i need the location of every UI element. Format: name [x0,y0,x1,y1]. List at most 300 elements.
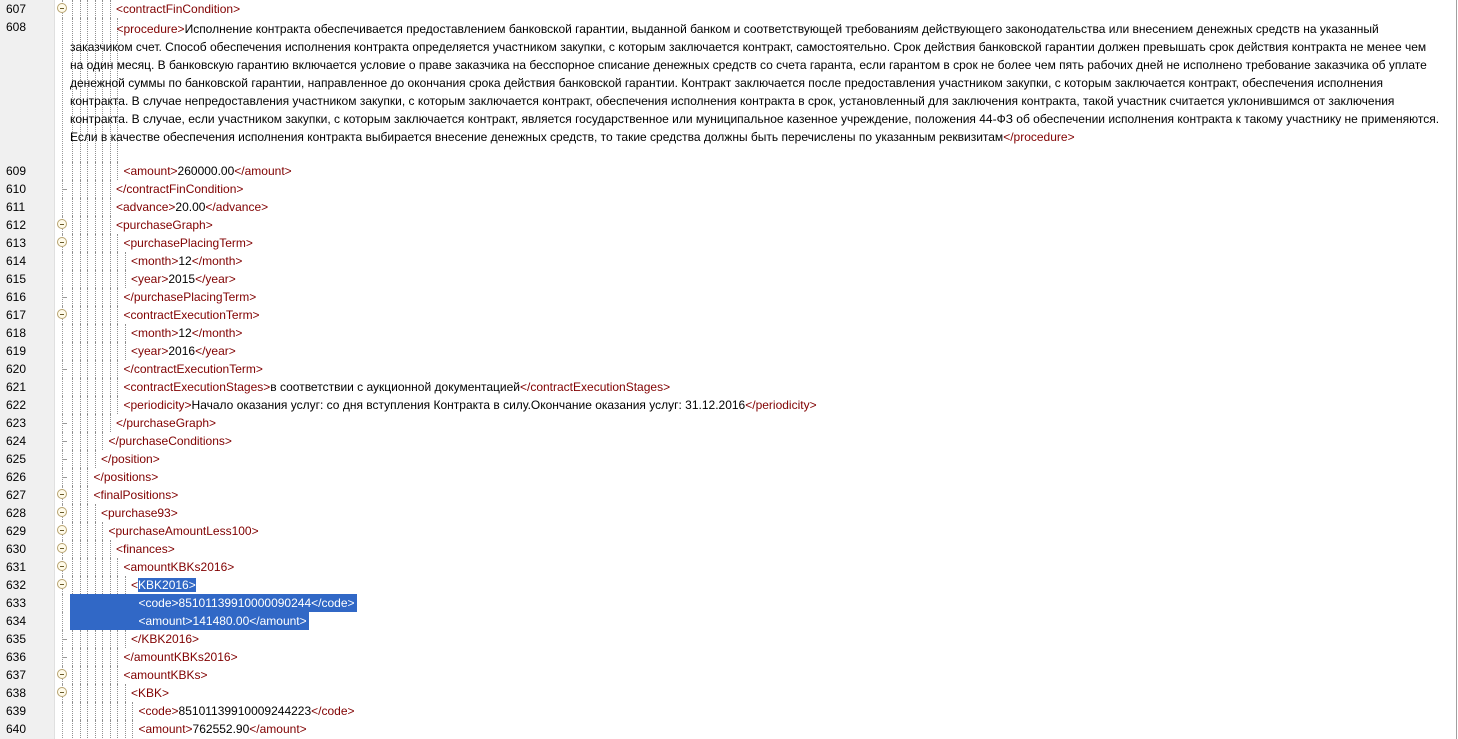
xml-tag: <KBK> [131,686,170,700]
indent-guide [125,702,126,720]
indent-guide [72,288,73,306]
fold-guide-line [62,252,63,270]
xml-text: в соответствии с аукционной документацией [270,380,520,394]
indent-guide [80,306,81,324]
xml-tag: <month> [131,326,179,340]
fold-guide [55,414,69,432]
indent-guide [95,270,96,288]
indent-guide [87,666,88,684]
indent-guide [95,630,96,648]
indent-guide [95,720,96,738]
xml-tag: </contractExecutionTerm> [123,362,263,376]
indent-guide [80,648,81,666]
line-number: 613 [6,236,27,250]
xml-tag: </purchasePlacingTerm> [123,290,257,304]
xml-tag: <periodicity> [123,398,192,412]
indent-guide [87,504,88,522]
indent-guide [80,558,81,576]
indent-guide [87,414,88,432]
code-line[interactable] [0,576,1456,594]
fold-end-tick [62,459,67,460]
indent-guide [80,342,81,360]
code-text [124,362,263,376]
indent-guide [110,180,111,198]
indent-guide [72,162,73,180]
code-line[interactable] [0,378,1456,396]
xml-tag: </amount> [249,722,307,736]
code-line[interactable] [0,612,1456,630]
minus-circle-icon[interactable] [57,687,67,697]
indent-guide [80,270,81,288]
indent-guide [125,630,126,648]
indent-guide [87,468,88,486]
code-line[interactable] [0,18,1456,162]
code-line[interactable] [0,0,1456,18]
code-line[interactable] [0,630,1456,648]
minus-circle-icon[interactable] [57,561,67,571]
line-number: 630 [6,542,27,556]
indent-guide [80,522,81,540]
fold-guide-line [62,378,63,396]
line-number: 623 [6,416,27,430]
indent-guide [117,306,118,324]
indent-guide [87,684,88,702]
indent-guide [117,558,118,576]
code-line[interactable] [0,450,1456,468]
fold-guide-line [62,198,63,216]
xml-tag: </position> [101,452,160,466]
fold-guide [55,396,69,414]
minus-circle-icon[interactable] [57,543,67,553]
code-text [109,434,232,448]
code-line[interactable] [0,486,1456,504]
code-text [116,200,268,214]
indent-guide [102,666,103,684]
fold-guide-line [62,270,63,288]
indent-guide [102,576,103,594]
indent-guide [110,414,111,432]
indent-guide [87,288,88,306]
indent-guide [95,324,96,342]
indent-guide [102,306,103,324]
fold-guide [55,702,69,720]
fold-end-tick [62,423,67,424]
indent-guide [72,576,73,594]
fold-guide-line [62,594,63,612]
indent-guide [72,216,73,234]
collapse-icon[interactable] [55,540,69,558]
xml-text: 2015 [168,272,196,286]
indent-guide [72,720,73,738]
line-number: 622 [6,398,27,412]
code-text [139,596,355,610]
fold-guide-line [62,324,63,342]
code-line[interactable] [0,648,1456,666]
indent-guide [72,324,73,342]
code-line[interactable] [0,198,1456,216]
indent-guide [80,216,81,234]
xml-tag: </month> [191,326,243,340]
indent-guide [87,432,88,450]
code-line[interactable] [0,720,1456,738]
xml-tag: <amount> [138,722,193,736]
indent-guide [117,396,118,414]
xml-tag: <purchaseGraph> [116,218,213,232]
code-line[interactable] [0,288,1456,306]
xml-tag: </advance> [205,200,269,214]
fold-guide [55,180,69,198]
indent-guide [102,180,103,198]
fold-guide [55,324,69,342]
indent-guide [125,342,126,360]
xml-tag: </code> [311,704,355,718]
line-number: 632 [6,578,27,592]
fold-guide [55,648,69,666]
xml-tag: <amountKBKs2016> [123,560,235,574]
code-text [139,722,307,736]
selected-text: <code>8510113991000009024​4</code> [138,596,355,610]
line-number: 610 [6,182,27,196]
xml-tag: < [131,578,139,592]
indent-guide [110,252,111,270]
indent-guide [80,414,81,432]
indent-guide [87,576,88,594]
indent-guide [102,378,103,396]
indent-guide [102,702,103,720]
code-text [124,290,257,304]
indent-guide [72,234,73,252]
xml-tag: <purchaseAmountLess100> [108,524,259,538]
fold-guide-line [62,612,63,630]
indent-guide [125,684,126,702]
indent-guide [80,630,81,648]
code-text [124,308,260,322]
line-number: 609 [6,164,27,178]
collapse-icon[interactable] [55,576,69,594]
code-text [124,164,292,178]
minus-circle-icon[interactable] [57,219,67,229]
code-line[interactable] [0,342,1456,360]
line-number: 627 [6,488,27,502]
line-number: 637 [6,668,27,682]
fold-guide [55,378,69,396]
fold-guide [55,612,69,630]
collapse-icon[interactable] [55,666,69,684]
code-text [131,254,242,268]
xml-tag: </periodicity> [745,398,817,412]
line-number: 640 [6,722,27,736]
indent-guide [95,666,96,684]
indent-guide [95,198,96,216]
code-line[interactable] [0,684,1456,702]
code-line[interactable] [0,396,1456,414]
line-number: 633 [6,596,27,610]
indent-guide [80,450,81,468]
indent-guide [80,0,81,18]
indent-guide [87,324,88,342]
indent-guide [72,648,73,666]
minus-circle-icon[interactable] [57,3,67,13]
indent-guide [117,360,118,378]
indent-guide [80,396,81,414]
indent-guide [72,270,73,288]
fold-guide [55,162,69,180]
indent-guide [102,720,103,738]
collapse-icon[interactable] [55,306,69,324]
line-number: 625 [6,452,27,466]
fold-end-tick [62,441,67,442]
indent-guide [117,666,118,684]
indent-guide [72,342,73,360]
fold-guide-line [62,702,63,720]
indent-guide [72,702,73,720]
fold-guide [55,720,69,738]
indent-guide [110,360,111,378]
indent-guide [95,702,96,720]
code-line[interactable] [0,216,1456,234]
indent-guide [95,396,96,414]
fold-end-tick [62,657,67,658]
line-number: 619 [6,344,27,358]
indent-guide [72,522,73,540]
fold-end-tick [62,477,67,478]
selected-text: KBK2016> [138,578,196,592]
xml-tag: </KBK2016> [131,632,200,646]
indent-guide [95,576,96,594]
xml-tag: </amount> [234,164,292,178]
indent-guide [87,558,88,576]
indent-guide [80,180,81,198]
indent-guide [117,702,118,720]
indent-guide [87,342,88,360]
indent-guide [72,0,73,18]
indent-guide [117,234,118,252]
indent-guide [102,360,103,378]
collapse-icon[interactable] [55,684,69,702]
code-line[interactable] [0,414,1456,432]
line-number: 617 [6,308,27,322]
indent-guide [87,360,88,378]
fold-guide [55,432,69,450]
code-line[interactable] [0,558,1456,576]
indent-guide [117,270,118,288]
xml-text: 12 [178,254,192,268]
line-number: 634 [6,614,27,628]
xml-text: 20.00 [175,200,206,214]
indent-guide [95,162,96,180]
indent-guide [72,378,73,396]
code-text [131,632,199,646]
line-number: 618 [6,326,27,340]
code-line[interactable] [0,234,1456,252]
code-text [139,704,355,718]
indent-guide [80,252,81,270]
line-number: 631 [6,560,27,574]
xml-tag: </contractFinCondition> [116,182,244,196]
indent-guide [102,0,103,18]
collapse-icon[interactable] [55,486,69,504]
indent-guide [117,342,118,360]
fold-guide [55,18,69,162]
xml-tag: <contractExecutionStages> [123,380,271,394]
code-line[interactable] [0,324,1456,342]
xml-tag: </amountKBKs2016> [123,650,238,664]
indent-guide [117,684,118,702]
indent-guide [125,324,126,342]
indent-guide [72,558,73,576]
code-line[interactable] [0,468,1456,486]
code-text [131,272,236,286]
xml-text: 2016 [168,344,196,358]
indent-guide [117,252,118,270]
indent-guide [87,270,88,288]
code-line[interactable] [0,540,1456,558]
indent-guide [95,306,96,324]
code-text [94,488,179,502]
minus-circle-icon[interactable] [57,507,67,517]
fold-guide [55,450,69,468]
indent-guide [87,720,88,738]
code-text [124,650,238,664]
indent-guide [87,648,88,666]
code-line[interactable] [0,594,1456,612]
minus-circle-icon[interactable] [57,237,67,247]
xml-tag: <contractExecutionTerm> [123,308,260,322]
xml-text: 260000.00 [177,164,235,178]
indent-guide [110,648,111,666]
code-line[interactable] [0,252,1456,270]
indent-guide [95,414,96,432]
indent-guide [95,432,96,450]
indent-guide [110,630,111,648]
indent-guide [95,342,96,360]
collapse-icon[interactable] [55,558,69,576]
indent-guide [110,576,111,594]
indent-guide [72,468,73,486]
code-line[interactable] [0,666,1456,684]
indent-guide [72,450,73,468]
indent-guide [87,378,88,396]
indent-guide [102,432,103,450]
indent-guide [110,306,111,324]
indent-guide [132,720,133,738]
fold-guide [55,594,69,612]
collapse-icon[interactable] [55,504,69,522]
indent-guide [72,414,73,432]
xml-text: Исполнение контракта обеспечивается предоставлением банковской гарантии, выданной банком и соответствующей требованиям действующего законодательства или внесением денежных средств на указанный заказчиком счет. Способ обеспечения исполнения контракта определяется участником закупки, с которым заключается контракт, самостоятельно. Срок действия банковской гарантии должен превышать срок действия контракта не менее чем на один месяц. В банковскую гарантию включается условие о праве заказчика на бесспорное списание денежных средств со счета гаранта, если гарантом в срок не более чем пять рабочих дней не исполнено требование заказчика об уплате денежной суммы по банковской гарантии, направленное до окончания срока действия банковской гарантии. Контракт заключается после предоставления участником закупки, с которым заключается контракт, обеспечения исполнения контракта. В случае непредоставления участником закупки, с которым заключается контракт, обеспечения исполнения контракта в срок, установленный для заключения контракта, такой участник считается уклонившимся от заключения контракта. В случае, если участником закупки, с которым заключается контракт, является государственное или муниципальное казенное учреждение, положения 44-ФЗ об обеспечении исполнения контракта к такому участнику не применяются. Если в качестве обеспечения исполнения контракта выбирается внесение денежных средств, то такие средства должны быть перечислены по указанным реквизитам [70,22,1440,144]
indent-guide [80,540,81,558]
minus-circle-icon[interactable] [57,309,67,319]
minus-circle-icon[interactable] [57,669,67,679]
code-text [131,326,242,340]
indent-guide [125,576,126,594]
fold-guide [55,342,69,360]
collapse-icon[interactable] [55,216,69,234]
code-text [116,416,216,430]
indent-guide [125,270,126,288]
code-line[interactable] [0,306,1456,324]
indent-guide [102,270,103,288]
indent-guide [80,234,81,252]
collapse-icon[interactable] [55,234,69,252]
indent-guide [72,504,73,522]
minus-circle-icon[interactable] [57,525,67,535]
indent-guide [117,378,118,396]
code-line[interactable] [0,180,1456,198]
indent-guide [110,198,111,216]
indent-guide [80,468,81,486]
indent-guide [95,252,96,270]
indent-guide [80,378,81,396]
code-text [101,506,178,520]
xml-tag: </month> [191,254,243,268]
wrapped-code-text [70,20,1440,146]
xml-tag: <purchasePlacingTerm> [123,236,253,250]
indent-guide [80,684,81,702]
minus-circle-icon[interactable] [57,579,67,589]
code-text [116,2,240,16]
indent-guide [80,198,81,216]
indent-guide [72,180,73,198]
code-text [124,380,671,394]
xml-tag: </contractExecutionStages> [519,380,671,394]
indent-guide [95,216,96,234]
fold-end-tick [62,369,67,370]
indent-guide [72,252,73,270]
indent-guide [117,288,118,306]
code-line[interactable] [0,702,1456,720]
xml-tag: </year> [195,272,236,286]
line-number: 638 [6,686,27,700]
indent-guide [102,162,103,180]
fold-guide-line [62,342,63,360]
fold-guide-line [62,396,63,414]
indent-guide [102,396,103,414]
indent-guide [72,486,73,504]
fold-guide [55,252,69,270]
code-line[interactable] [0,504,1456,522]
code-line[interactable] [0,432,1456,450]
code-line[interactable] [0,522,1456,540]
minus-circle-icon[interactable] [57,489,67,499]
indent-guide [117,720,118,738]
indent-guide [87,198,88,216]
indent-guide [80,504,81,522]
fold-guide [55,198,69,216]
line-number: 616 [6,290,27,304]
collapse-icon[interactable] [55,0,69,18]
indent-guide [95,558,96,576]
indent-guide [102,558,103,576]
code-line[interactable] [0,162,1456,180]
xml-tag: </purchaseConditions> [108,434,232,448]
code-line[interactable] [0,270,1456,288]
collapse-icon[interactable] [55,522,69,540]
code-text [131,344,236,358]
xml-tag: </purchaseGraph> [116,416,217,430]
code-text [124,668,208,682]
fold-guide-line [62,18,63,162]
line-number: 635 [6,632,27,646]
code-line[interactable] [0,360,1456,378]
indent-guide [102,198,103,216]
indent-guide [102,324,103,342]
indent-guide [102,522,103,540]
fold-end-tick [62,297,67,298]
xml-tag: <year> [131,272,169,286]
fold-guide-line [62,162,63,180]
xml-tag: <purchase93> [101,506,178,520]
